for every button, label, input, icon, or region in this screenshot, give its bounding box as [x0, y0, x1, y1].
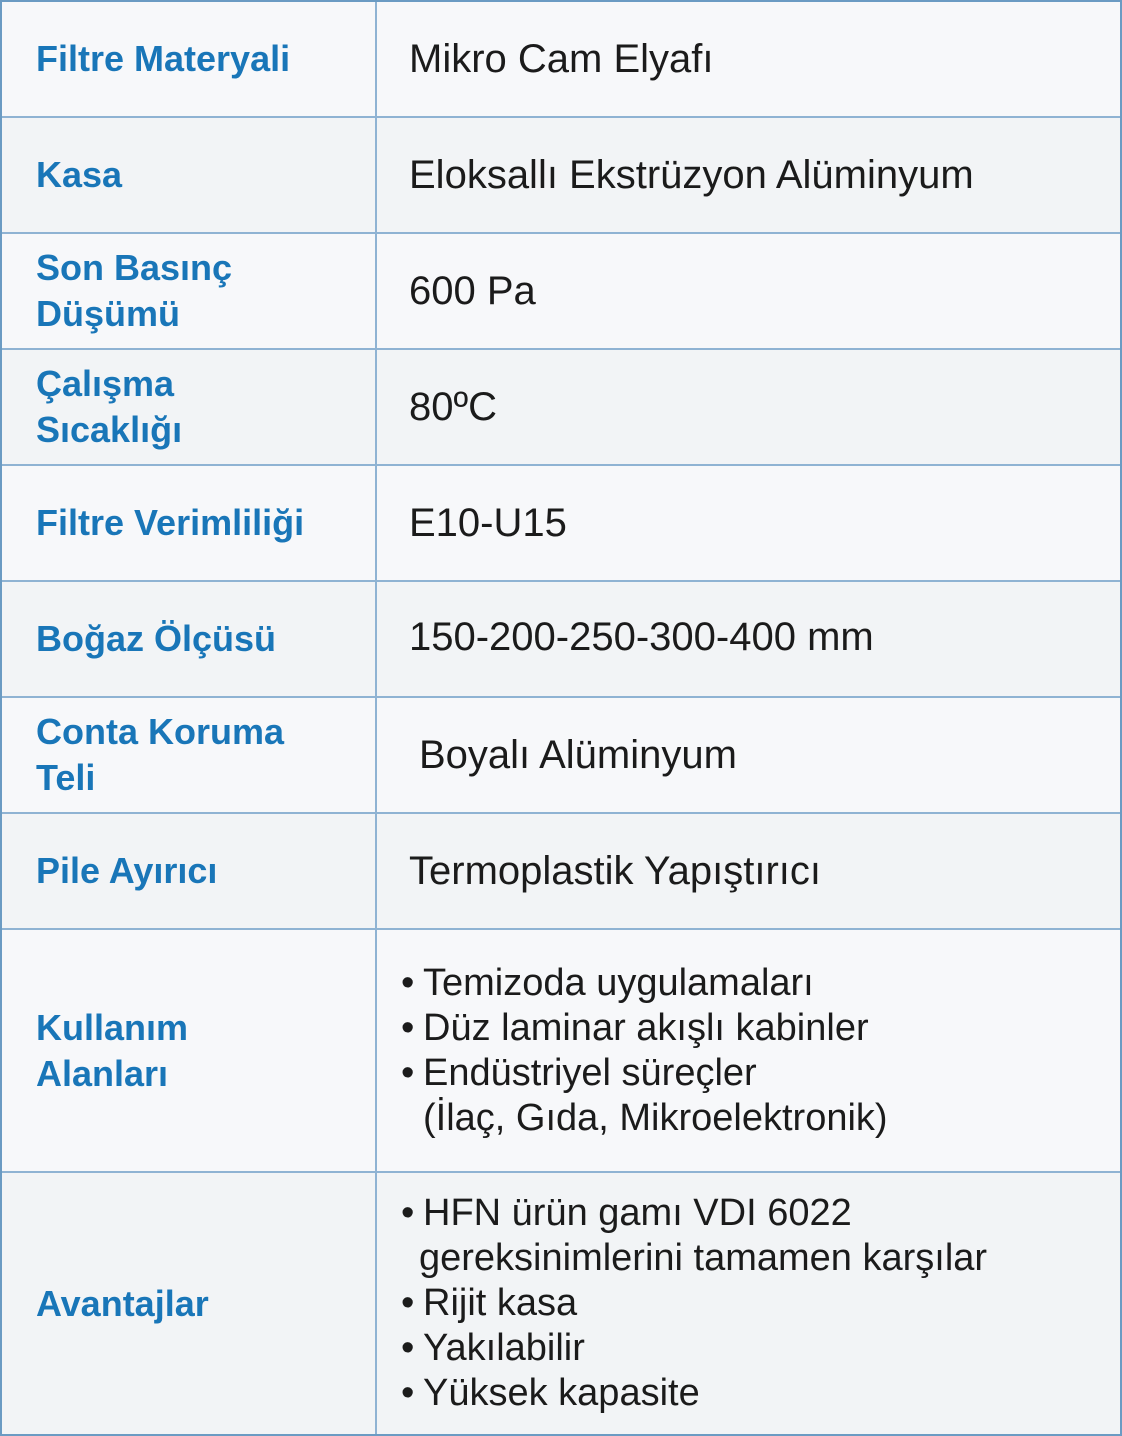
list-item-text: HFN ürün gamı VDI 6022 [423, 1192, 852, 1234]
list-item-text: Yüksek kapasite [423, 1372, 700, 1414]
row-value [377, 698, 1120, 812]
advantages-list [401, 1191, 1120, 1416]
row-value [377, 582, 1120, 696]
list-item-text: Rijit kasa [423, 1282, 578, 1324]
row-label: Boğaz Ölçüsü [36, 618, 277, 659]
row-label: Son Basınç Düşümü [36, 247, 233, 334]
table-row [2, 118, 1120, 234]
table-row [2, 2, 1120, 118]
row-label: Filtre Verimliliği [36, 502, 305, 543]
row-label: Filtre Materyali [36, 38, 291, 79]
list-item [401, 961, 1120, 1006]
row-value [377, 118, 1120, 232]
list-item [401, 1326, 1120, 1371]
table-row [2, 582, 1120, 698]
list-item-continuation: (İlaç, Gıda, Mikroelektronik) [423, 1096, 888, 1139]
bullet-icon: • [401, 1192, 415, 1234]
row-value [377, 1173, 1120, 1434]
row-label: Avantajlar [36, 1282, 209, 1324]
list-item-text: Temizoda uygulamaları [423, 961, 814, 1004]
bullet-icon: • [401, 1006, 415, 1049]
row-value-text: Boyalı Alüminyum [419, 733, 737, 777]
list-item-text: Yakılabilir [423, 1327, 585, 1369]
bullet-icon: • [401, 1051, 415, 1094]
row-value [377, 466, 1120, 580]
row-value [377, 2, 1120, 116]
row-value [377, 814, 1120, 928]
list-item-text: Endüstriyel süreçler [423, 1051, 757, 1094]
bullet-icon: • [401, 1282, 415, 1324]
bullet-icon: • [401, 1372, 415, 1414]
bullet-icon: • [401, 1327, 415, 1369]
row-value [377, 350, 1120, 464]
list-item [401, 1051, 1120, 1141]
row-label: Kullanım Alanları [36, 1006, 189, 1094]
row-value [377, 930, 1120, 1171]
table-row [2, 234, 1120, 350]
list-item [401, 1371, 1120, 1416]
table-row-advantages [2, 1173, 1120, 1434]
row-label: Pile Ayırıcı [36, 850, 218, 891]
row-value-text: Mikro Cam Elyafı [409, 37, 714, 81]
list-item-continuation: gereksinimlerini tamamen karşılar [419, 1237, 988, 1279]
table-row [2, 698, 1120, 814]
table-row [2, 466, 1120, 582]
row-value-text: Eloksallı Ekstrüzyon Alüminyum [409, 153, 974, 197]
bullet-icon: • [401, 961, 415, 1004]
usage-list [401, 961, 1120, 1141]
list-item [401, 1191, 1120, 1281]
table-row [2, 814, 1120, 930]
list-item-text: Düz laminar akışlı kabinler [423, 1006, 869, 1049]
row-label: Conta Koruma Teli [36, 711, 285, 798]
table-row-usage [2, 930, 1120, 1173]
row-value [377, 234, 1120, 348]
list-item [401, 1281, 1120, 1326]
row-value-text: Termoplastik Yapıştırıcı [409, 849, 821, 893]
table-row [2, 350, 1120, 466]
row-label: Kasa [36, 154, 123, 195]
row-value-text: 600 Pa [409, 269, 536, 313]
row-value-text: 80ºC [409, 385, 497, 429]
row-label: Çalışma Sıcaklığı [36, 363, 183, 450]
row-value-text: 150-200-250-300-400 mm [409, 615, 874, 659]
list-item [401, 1006, 1120, 1051]
row-value-text: E10-U15 [409, 501, 567, 545]
